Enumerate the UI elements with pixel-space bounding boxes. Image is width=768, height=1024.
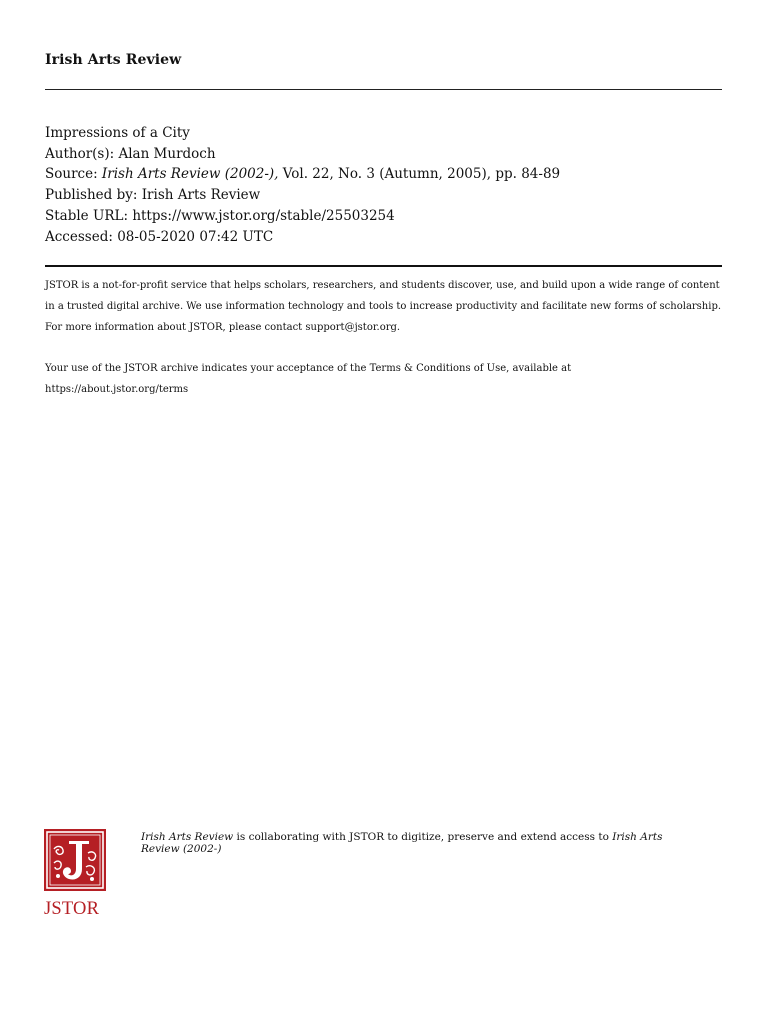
jstor-logo	[44, 829, 106, 921]
stable-url-link[interactable]: https://www.jstor.org/stable/25503254	[132, 207, 395, 224]
publisher-name: Irish Arts Review	[141, 187, 261, 204]
article-title: Impressions of a City	[45, 125, 190, 141]
author-label: Author(s):	[45, 145, 119, 162]
accessed-line	[45, 227, 560, 248]
jstor-wordmark: JSTOR	[44, 899, 100, 919]
jstor-notice	[45, 275, 725, 400]
stable-url-line	[45, 206, 560, 227]
terms-text: Your use of the JSTOR archive indicates your acceptance of the Terms & Conditions of Use, available at	[45, 363, 572, 374]
terms-link[interactable]: https://about.jstor.org/terms	[45, 384, 189, 395]
citation-block	[45, 123, 560, 247]
header-divider	[45, 89, 722, 90]
source-details: Vol. 22, No. 3 (Autumn, 2005), pp. 84-89	[278, 166, 561, 183]
publisher-label: Published by:	[45, 187, 142, 204]
terms-notice	[45, 358, 725, 400]
author-line	[45, 144, 560, 165]
collab-journal: Irish Arts Review	[141, 831, 234, 843]
source-line	[45, 164, 560, 185]
collab-journal-full: Irish Arts Review (2002-)	[141, 831, 663, 855]
notice-divider	[45, 265, 722, 267]
source-journal: Irish Arts Review (2002-),	[101, 166, 279, 183]
emblem-graphic	[44, 829, 106, 891]
mission-statement: JSTOR is a not-for-profit service that helps scholars, researchers, and students discover, use, and build upon a wide range of content in a trusted digital archive. We use information technology and tools to increase productivity and facilitate new forms of scholarship. For more information about JSTOR, please contact support@jstor.org.	[45, 280, 722, 333]
accessed-date: 08-05-2020 07:42 UTC	[117, 228, 274, 245]
source-label: Source:	[45, 166, 102, 183]
collaboration-statement	[141, 832, 701, 855]
collab-text: is collaborating with JSTOR to digitize, preserve and extend access to	[233, 831, 613, 843]
publisher-line	[45, 185, 560, 206]
author-name: Alan Murdoch	[118, 145, 216, 162]
stable-url-label: Stable URL:	[45, 207, 133, 224]
journal-title: Irish Arts Review	[45, 52, 182, 68]
jstor-emblem-icon	[44, 829, 106, 891]
accessed-label: Accessed:	[45, 228, 118, 245]
